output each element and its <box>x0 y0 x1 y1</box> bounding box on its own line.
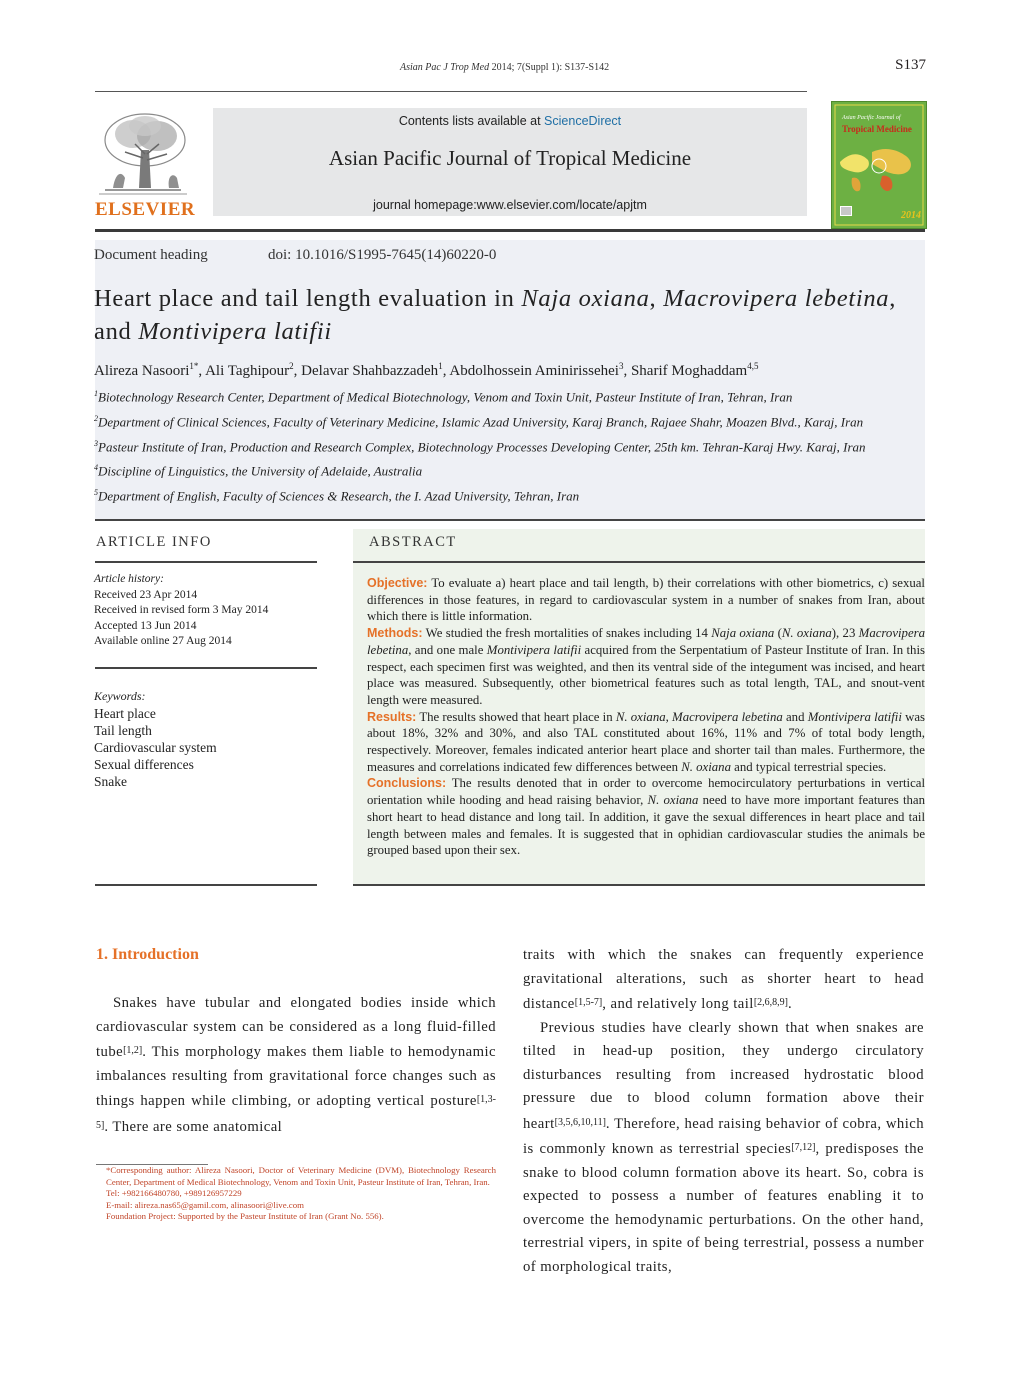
citation-ref[interactable]: [7,12] <box>791 1142 816 1153</box>
keywords: Keywords: Heart place Tail length Cardiovascular system Sexual differences Snake <box>94 689 217 789</box>
author-list <box>94 361 758 380</box>
journal-cover <box>831 101 927 229</box>
keyword: Tail length <box>94 723 152 738</box>
affiliation: $^2$Department of Clinical Sciences, Faculty of Veterinary Medicine, Islamic Azad University, Karaj Branch, Rajaee Shahr, Moazen Blvd., Karaj, Iran <box>94 414 864 430</box>
citation-ref[interactable]: [1,3-5] <box>96 1094 496 1131</box>
affiliation: $^1$Biotechnology Research Center, Department of Medical Biotechnology, Venom and Toxin Unit, Pasteur Institute of Iran, Tehran, Iran <box>94 389 793 405</box>
tree-icon <box>95 108 191 198</box>
doi[interactable]: doi: 10.1016/S1995-7645(14)60220-0 <box>268 247 497 263</box>
header-rule <box>95 91 807 92</box>
citation-ref[interactable]: [1,5-7] <box>574 997 603 1008</box>
journal-homepage[interactable]: journal homepage:www.elsevier.com/locate/apjtm <box>373 198 647 212</box>
abstract-heading: ABSTRACT <box>369 534 457 550</box>
footnote <box>96 1165 496 1223</box>
abstract-text <box>367 575 925 859</box>
article-info-rule <box>95 884 317 886</box>
body-column-right <box>523 944 924 1279</box>
history-item: Received 23 Apr 2014 <box>94 588 198 601</box>
cover-subtitle: Asian Pacific Journal of <box>842 115 901 121</box>
cover-year: 2014 <box>901 210 921 221</box>
abstract-rule <box>353 884 925 886</box>
keyword: Heart place <box>94 706 156 721</box>
journal-banner <box>213 108 807 216</box>
journal-title: Asian Pacific Journal of Tropical Medicine <box>328 146 692 170</box>
article-info-rule <box>95 561 317 563</box>
email[interactable]: E-mail: alireza.nas65@gamil.com, alinasoori@live.com <box>106 1199 304 1210</box>
author: Delavar Shahbazzadeh$^1$, <box>301 361 450 379</box>
history-item: Available online 27 Aug 2014 <box>94 635 232 647</box>
paragraph: Previous studies have clearly shown that when snakes are tilted in head-up position, they undergo circulatory disturbances resulting from increased hydrostatic blood pressure due to blood column formation above their heart[3,5,6,10,11]. Therefore, head raising behavior of cobra, which is commonly known as terrestrial species[7,12], predisposes the snake to blood column formation above its heart. So, cobra is expected to possess a number of features enabling it to overcome the hemodynamic perturbations. On the other hand, terrestrial vipers, in spite of being terrestrial, possess a number of morphological traits, <box>523 1019 924 1275</box>
history-item: Received in revised form 3 May 2014 <box>94 604 269 616</box>
article-info-rule <box>95 667 317 669</box>
author: Ali Taghipour$^2$, <box>205 361 302 379</box>
author: Abdolhossein Aminirissehei$^3$, <box>449 361 631 379</box>
affiliation: $^4$Discipline of Linguistics, the University of Adelaide, Australia <box>94 463 423 479</box>
document-heading: Document heading <box>94 247 208 263</box>
paragraph: traits with which the snakes can frequently experience gravitational alterations, such as shorter heart to head distance[1,5-7], and relatively long tail[2,6,8,9]. <box>523 947 924 1012</box>
journal-citation: Asian Pac J Trop Med 2014; 7(Suppl 1): S137-S142 <box>400 62 610 73</box>
abstract-methods: Methods: We studied the fresh mortalities of snakes including 14 Naja oxiana (N. oxiana), 23 Macrovipera lebetina, and one male Montivipera latifii acquired from the Serpentatium of Pasteur Institute of Iran. In this respect, each specimen first was weighted, and then its ventral side of the integument was incised, and heart place was measured. Subsequently, other biometrical features such as total length, TAL, and snout-vent length were measured. <box>367 626 926 707</box>
article-title: Heart place and tail length evaluation in Naja oxiana, Macrovipera lebetina, and Montivipera latifii <box>94 285 897 345</box>
foundation-project: Foundation Project: Supported by the Pasteur Institute of Iran (Grant No. 556). <box>106 1211 384 1221</box>
affiliation: $^3$Pasteur Institute of Iran, Production and Research Complex, Biotechnology Processes Developing Center, 25th km. Tehran-Karaj Hwy. Karaj, Iran <box>94 439 866 455</box>
corresponding-author: *Corresponding author: Alireza Nasoori, Doctor of Veterinary Medicine (DVM), Biotechnology Research Center, Department of Medical Biotechnology, Venom and Toxin Unit, Pasteur Institute of Iran, Tehran, Iran. <box>106 1165 496 1187</box>
abstract-conclusions: Conclusions: The results denoted that in order to overcome hemocirculatory perturbations in vertical orientation while hooding and head raising behavior, N. oxiana need to have more important features than short heart to head distance and long tail. In addition, it gave the sexual differences in heart place and tail length between males and females. It is suggested that in ophidian cardiovascular studies the animals be grouped based upon their sex. <box>367 776 926 858</box>
article-history: Article history: Received 23 Apr 2014 Received in revised form 3 May 2014 Accepted 13 Jun 2014 Available online 27 Aug 2014 <box>94 572 268 650</box>
elsevier-logo <box>95 108 196 220</box>
history-item: Accepted 13 Jun 2014 <box>94 619 197 632</box>
page-number: S137 <box>895 57 926 73</box>
keyword: Cardiovascular system <box>94 740 217 755</box>
citation-ref[interactable]: [3,5,6,10,11] <box>554 1116 606 1128</box>
citation-ref[interactable]: [1,2] <box>123 1045 143 1056</box>
body-column-left <box>96 992 496 1139</box>
publisher-name: ELSEVIER <box>95 199 196 220</box>
keyword: Sexual differences <box>94 757 194 772</box>
cover-title: Tropical Medicine <box>842 124 912 134</box>
author: Sharif Moghaddam$^{4,5}$ <box>630 361 759 379</box>
contents-line: Contents lists available at ScienceDirect <box>398 114 622 128</box>
sciencedirect-link[interactable]: ScienceDirect <box>544 114 622 128</box>
introduction-heading: 1. Introduction <box>96 946 199 963</box>
article-info-heading: ARTICLE INFO <box>96 534 212 550</box>
abstract-results: Results: The results showed that heart place in N. oxiana, Macrovipera lebetina and Montivipera latifii was about 18%, 32% and 30%, and also TAL constituted about 16%, 11% and 7% of total body length, respectively. Moreover, females indicated anterior heart place and shorter tail than males. Furthermore, the measures and correlations indicated few differences between N. oxiana and typical terrestrial species. <box>367 709 925 774</box>
affiliation: $^5$Department of English, Faculty of Sciences & Research, the I. Azad University, Tehran, Iran <box>94 488 580 504</box>
paragraph: Snakes have tubular and elongated bodies inside which cardiovascular system can be considered as a long fluid-filled tube[1,2]. This morphology makes them liable to hemodynamic imbalances resulting from gravitational force changes such as things happen while climbing, or adopting vertical posture[1,3-5]. There are some anatomical <box>96 995 496 1135</box>
author: Alireza Nasoori$^{1*}$, <box>94 361 206 379</box>
abstract-rule <box>353 561 925 563</box>
banner-rule <box>95 229 925 232</box>
keyword: Snake <box>94 774 127 789</box>
abstract-objective: Objective: To evaluate a) heart place and tail length, b) their correlations with other biometrics, c) sexual differences in those features, in regard to cardiovascular system in a number of snakes from Iran, about which there is little information. <box>367 576 925 624</box>
title-band-rule <box>95 519 925 521</box>
citation-ref[interactable]: [2,6,8,9] <box>753 997 789 1008</box>
telephone: Tel: +982166480780, +989126957229 <box>106 1188 242 1198</box>
